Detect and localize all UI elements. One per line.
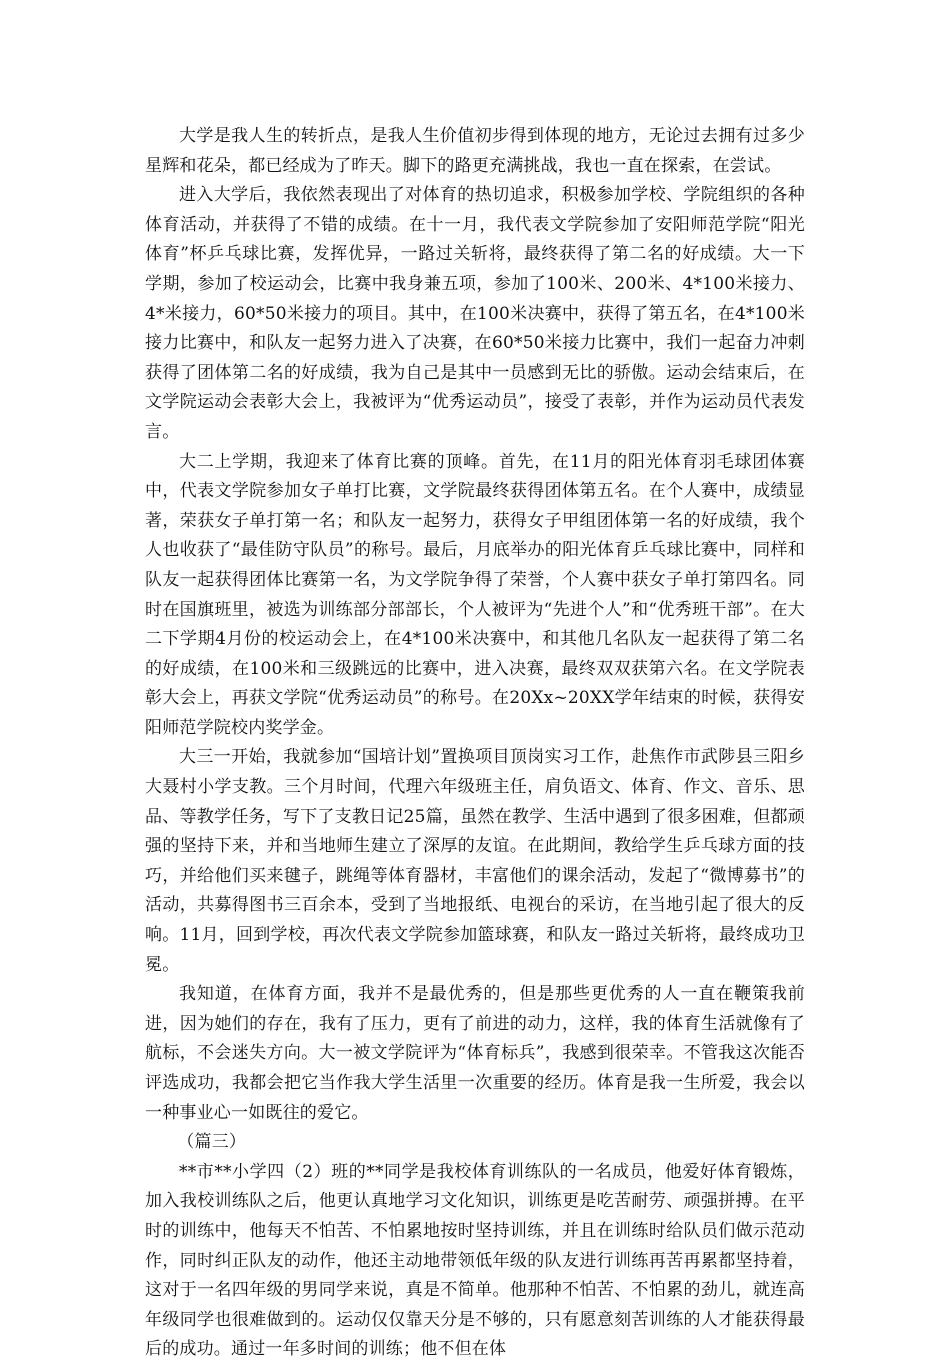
paragraph-student-profile: **市**小学四（2）班的**同学是我校体育训练队的一名成员，他爱好体育锻炼，加入我校训练队之后，他更认真地学习文化知识，训练更是吃苦耐劳、顽强拼搏。在平时的训练中，他每天不怕苦、不怕累地按时坚持训练，并且在训练时给队员们做示范动作，同时纠正队友的动作，他还主动地带领低年级的队友进行训练再苦再累都坚持着，这对于一名四年级的男同学来说，真是不简单。他那种不怕苦、不怕累的劲儿，就连高年级同学也很难做到的。运动仅仅靠天分是不够的，只有愿意刻苦训练的人才能获得最后的成功。通过一年多时间的训练；他不但在体 [145,1161,805,1360]
paragraph-sophomore-peak: 大二上学期，我迎来了体育比赛的顶峰。首先，在11月的阳光体育羽毛球团体赛中，代表文学院参加女子单打比赛，文学院最终获得团体第五名。在个人赛中，成绩显著，荣获女子单打第一名；和队友一起努力，获得女子甲组团体第一名的好成绩，我个人也收获了“最佳防守队员”的称号。最后，月底举办的阳光体育乒乓球比赛中，同样和队友一起获得团体比赛第一名，为文学院争得了荣誉，个人赛中获女子单打第四名。同时在国旗班里，被选为训练部分部部长，个人被评为“先进个人”和“优秀班干部”。在大二下学期4月份的校运动会上，在4*100米决赛中，和其他几名队友一起获得了第二名的好成绩，在100米和三级跳远的比赛中，进入决赛，最终双双获第六名。在文学院表彰大会上，再获文学院“优秀运动员”的称号。在20Xx~20XX学年结束的时候，获得安阳师范学院校内奖学金。 [145,451,805,738]
section-heading: （篇三） [177,1132,247,1153]
paragraph-junior-teaching: 大三一开始，我就参加“国培计划”置换项目顶岗实习工作，赴焦作市武陟县三阳乡大聂村小学支教。三个月时间，代理六年级班主任，肩负语文、体育、作文、音乐、思品、等教学任务，写下了支教日记25篇，虽然在教学、生活中遇到了很多困难，但都顽强的坚持下来，并和当地师生建立了深厚的友谊。在此期间，教给学生乒乓球方面的技巧，并给他们买来毽子，跳绳等体育器材，丰富他们的课余活动，发起了“微博募书”的活动，共募得图书三百余本，受到了当地报纸、电视台的采访，在当地引起了很大的反响。11月，回到学校，再次代表文学院参加篮球赛，和队友一路过关斩将，最终成功卫冕。 [145,747,805,975]
document-body [145,122,805,1365]
paragraph-university-turning-point: 大学是我人生的转折点，是我人生价值初步得到体现的地方，无论过去拥有过多少星辉和花朵，都已经成为了昨天。脚下的路更充满挑战，我也一直在探索，在尝试。 [145,126,805,176]
paragraph-freshman-sports: 进入大学后，我依然表现出了对体育的热切追求，积极参加学校、学院组织的各种体育活动，并获得了不错的成绩。在十一月，我代表文学院参加了安阳师范学院“阳光体育”杯乒乓球比赛，发挥优异，一路过关斩将，最终获得了第二名的好成绩。大一下学期，参加了校运动会，比赛中我身兼五项，参加了100米、200米、4*100米接力、4*米接力，60*50米接力的项目。其中，在100米决赛中，获得了第五名，在4*100米接力比赛中，和队友一起努力进入了决赛，在60*50米接力比赛中，我们一起奋力冲刺获得了团体第二名的好成绩，我为自己是其中一员感到无比的骄傲。运动会结束后，在文学院运动会表彰大会上，我被评为“优秀运动员”，接受了表彰，并作为运动员代表发言。 [145,185,805,442]
paragraph-reflection: 我知道，在体育方面，我并不是最优秀的，但是那些更优秀的人一直在鞭策我前进，因为她们的存在，我有了压力，更有了前进的动力，这样，我的体育生活就像有了航标，不会迷失方向。大一被文学院评为“体育标兵”，我感到很荣幸。不管我这次能否评选成功，我都会把它当作我大学生活里一次重要的经历。体育是我一生所爱，我会以一种事业心一如既往的爱它。 [145,984,805,1123]
